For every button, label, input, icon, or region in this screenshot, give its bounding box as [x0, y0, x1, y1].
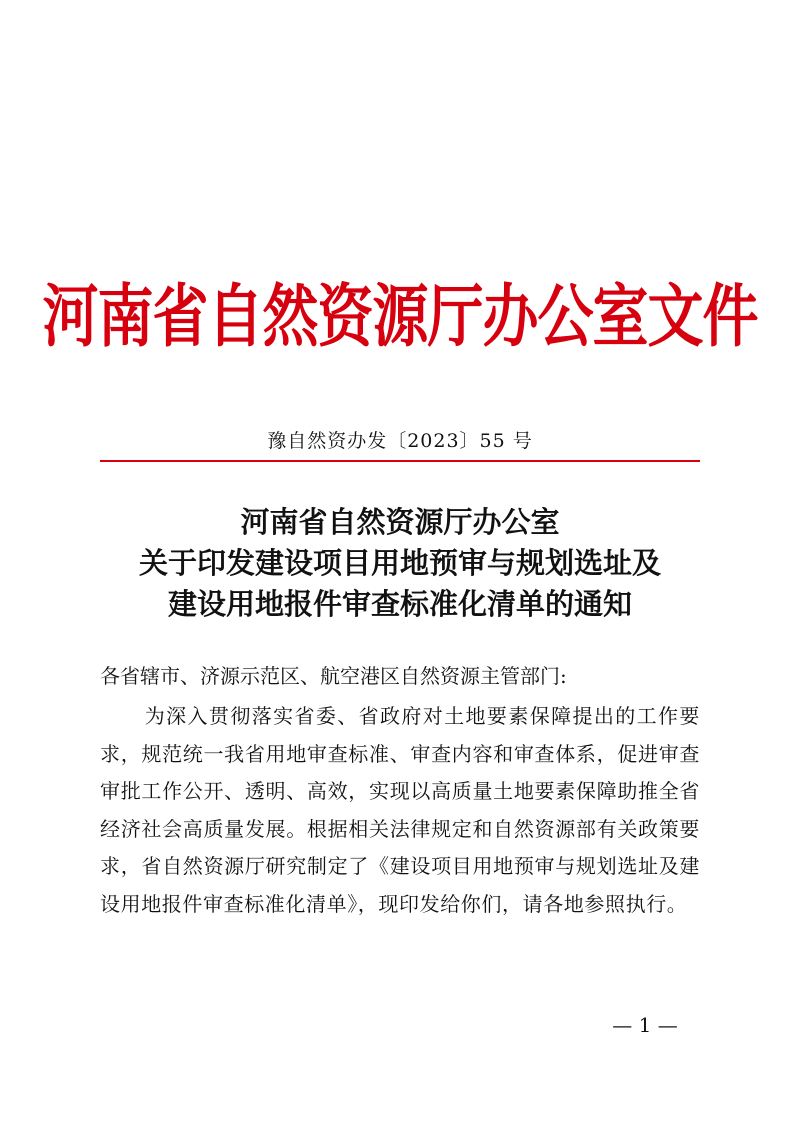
title-line-1: 河南省自然资源厅办公室 [240, 505, 560, 539]
red-divider-line [100, 460, 700, 462]
document-number: 豫自然资办发〔2023〕55 号 [267, 430, 533, 452]
document-masthead: 河南省自然资源厅办公室文件 [42, 276, 758, 358]
title-line-2: 关于印发建设项目用地预审与规划选址及 [138, 546, 661, 580]
document-title [0, 502, 800, 625]
body-paragraph-text: 为深入贯彻落实省委、省政府对土地要素保障提出的工作要求，规范统一我省用地审查标准、审查内容和审查体系，促进审查审批工作公开、透明、高效，实现以高质量土地要素保障助推全省经济社会高质量发展。根据相关法律规定和自然资源部有关政策要求，省自然资源厅研究制定了《建设项目用地预审与规划选址及建设用地报件审查标准化清单》，现印发给你们，请各地参照执行。 [100, 704, 700, 916]
title-line-3: 建设用地报件审查标准化清单的通知 [167, 587, 632, 621]
body-paragraph [100, 698, 700, 923]
salutation: 各省辖市、济源示范区、航空港区自然资源主管部门: [100, 664, 567, 688]
page-number: — 1 — [612, 1013, 678, 1037]
